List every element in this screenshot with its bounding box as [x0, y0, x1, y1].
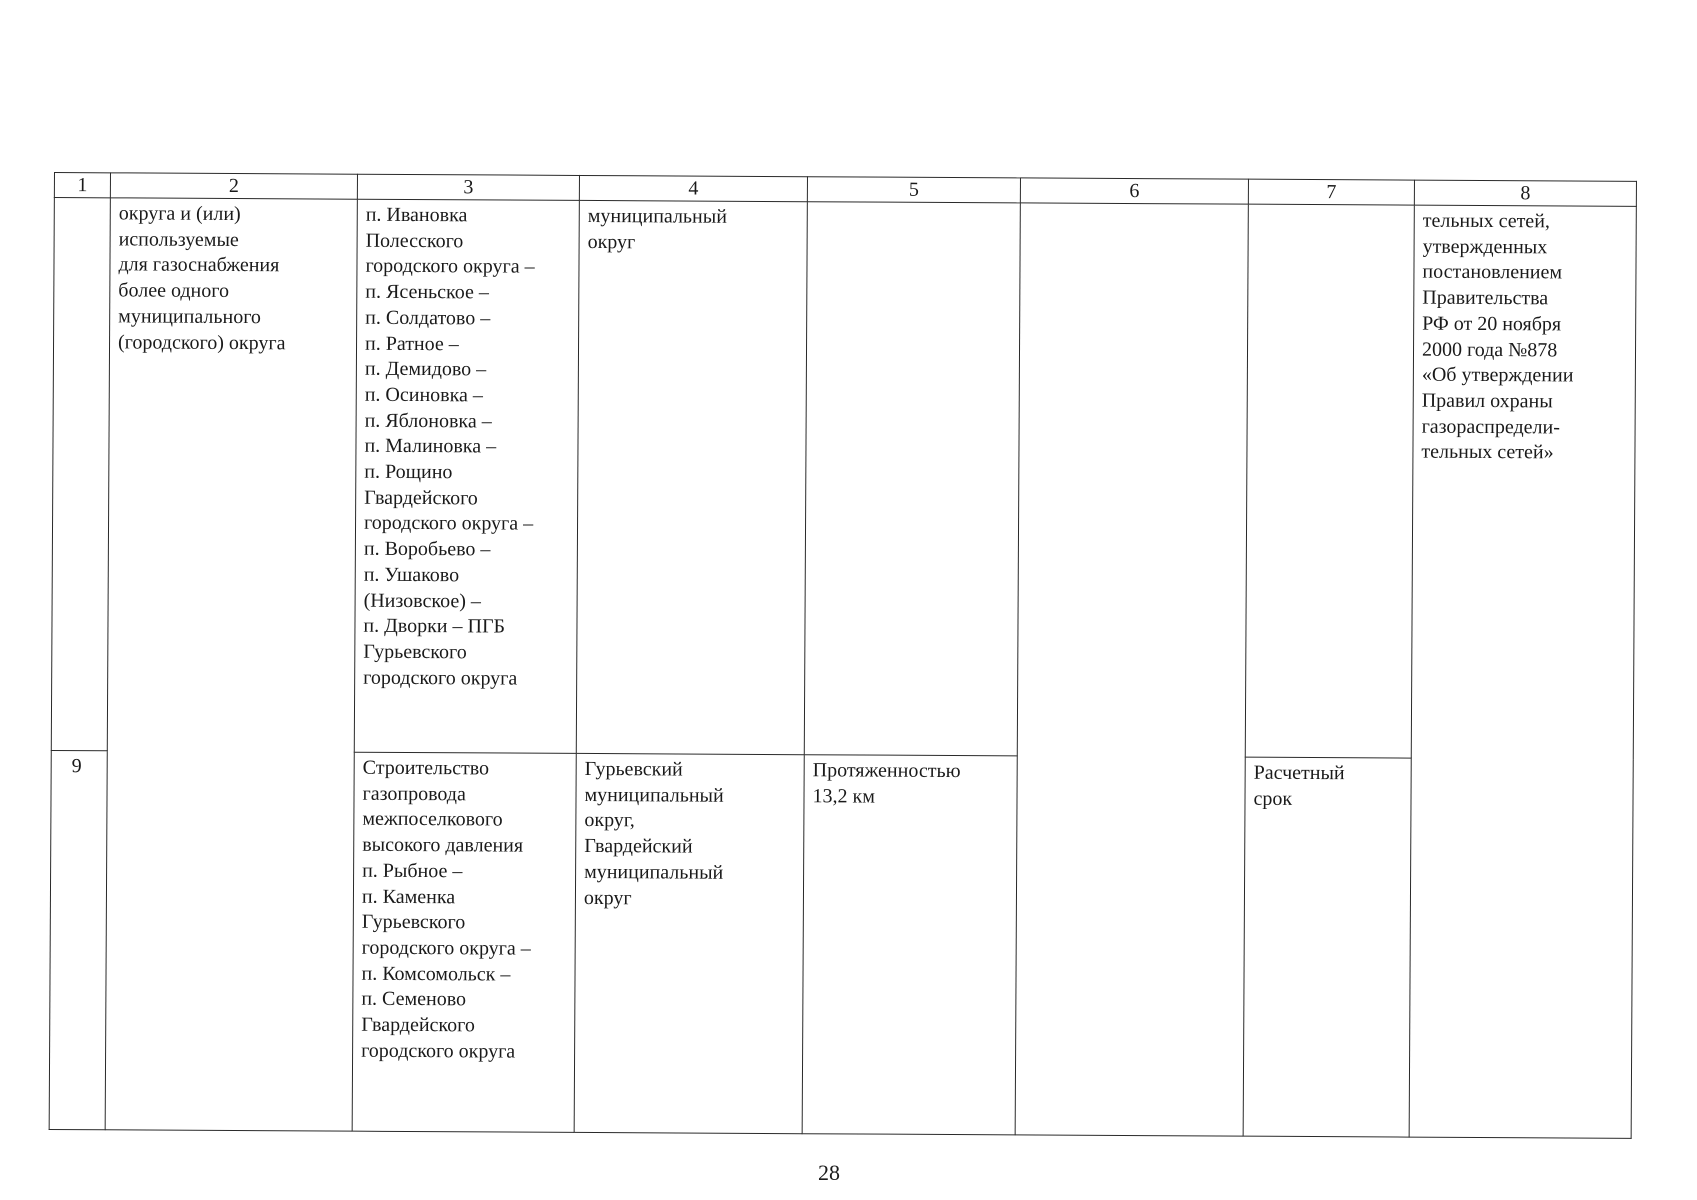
cell-text-line: городского округа –: [361, 936, 531, 960]
cell-text-line: 13,2 км: [812, 784, 875, 808]
cell-text-line: п. Воробьево –: [363, 537, 491, 561]
cell-text-line: Расчетный: [1253, 761, 1345, 785]
cell-text-line: Строительство: [362, 756, 490, 780]
cell-text-line: п. Дворки – ПГБ: [363, 614, 506, 638]
cell-text-line: (Низовское) –: [363, 589, 481, 612]
cell-text-line: Протяженностью: [812, 759, 961, 783]
row-number-cell: 9: [49, 750, 107, 1129]
cell-text-line: округа и (или): [118, 202, 241, 226]
cell-text-line: РФ от 20 ноября: [1422, 312, 1562, 336]
cell-text-line: п. Рыбное –: [362, 859, 463, 883]
cell-text-line: п. Ушаково: [363, 563, 460, 587]
cell-text-line: Полесского: [365, 229, 464, 252]
cell-text-line: Гурьевский: [584, 757, 683, 781]
cell-text-line: высокого давления: [362, 833, 524, 857]
cell-text-line: п. Ясеньское –: [365, 280, 489, 304]
cell-text-line: п. Ивановка: [365, 203, 468, 227]
cell-text-line: п. Малиновка –: [364, 435, 497, 458]
cell-text-line: Правил охраны: [1421, 389, 1553, 413]
data-table: [49, 172, 1637, 1139]
cell-text-line: для газоснабжения: [118, 253, 280, 277]
cell-text-line: п. Демидово –: [364, 357, 487, 381]
cell-text-line: городского округа –: [365, 255, 535, 279]
object-type-cell: [105, 198, 357, 1131]
column-header-1: 1: [54, 173, 110, 198]
term-cell: [1243, 757, 1411, 1137]
table-row: [51, 198, 1636, 760]
page-number: 28: [818, 1160, 840, 1185]
cell-text-line: городского округа: [361, 1039, 516, 1063]
route-cell: [352, 752, 576, 1132]
cell-text-line: Правительства: [1422, 286, 1549, 310]
column-header-3: 3: [357, 174, 579, 200]
cell-text-line: Гвардейский: [584, 835, 693, 858]
column-header-8: 8: [1414, 180, 1636, 206]
route-cell: [354, 199, 579, 753]
cell-text-line: Гвардейского: [364, 486, 478, 510]
cell-text-line: п. Семеново: [361, 988, 467, 1011]
cell-text-line: п. Комсомольск –: [361, 962, 511, 986]
regulation-cell: [1409, 205, 1636, 1138]
cell-text-line: п. Яблоновка –: [364, 409, 492, 433]
cell-text-line: используемые: [118, 228, 239, 251]
cell-text-line: постановлением: [1422, 261, 1563, 284]
cell-text-line: газораспредели-: [1421, 415, 1561, 439]
municipality-cell: [576, 200, 807, 754]
column-header-2: 2: [110, 173, 357, 199]
cell-text-line: (городского) округа: [117, 330, 286, 354]
cell-text-line: тельных сетей»: [1421, 440, 1554, 464]
column-header-6: 6: [1020, 178, 1248, 204]
cell-text-line: п. Рощино: [364, 460, 453, 484]
row-number-cell: [51, 198, 110, 751]
cell-text-line: Гвардейского: [361, 1013, 475, 1037]
cell-text-line: 2000 года №878: [1421, 338, 1558, 361]
cell-text-line: округ,: [584, 809, 635, 832]
cell-text-line: тельных сетей,: [1422, 209, 1550, 233]
cell-text-line: округ: [587, 230, 636, 253]
cell-text-line: срок: [1253, 787, 1293, 810]
cell-text-line: городского округа: [363, 666, 518, 690]
cell-text-line: «Об утверждении: [1421, 363, 1574, 387]
column-6-cell: [1015, 203, 1248, 1136]
column-header-5: 5: [807, 177, 1020, 203]
cell-text-line: муниципальный: [587, 204, 727, 228]
cell-text-line: межпоселкового: [362, 808, 503, 831]
cell-text-line: Гурьевского: [361, 910, 466, 934]
cell-text-line: более одного: [118, 279, 230, 303]
cell-text-line: муниципальный: [584, 860, 724, 884]
cell-text-line: п. Солдатово –: [365, 306, 491, 330]
cell-text-line: п. Каменка: [361, 885, 456, 908]
column-header-7: 7: [1248, 179, 1414, 205]
length-cell: [804, 202, 1020, 756]
cell-text-line: округ: [583, 886, 632, 909]
cell-text-line: п. Ратное –: [364, 332, 459, 355]
column-header-4: 4: [579, 175, 807, 201]
municipality-cell: [574, 753, 804, 1133]
cell-text-line: утвержденных: [1422, 235, 1548, 259]
cell-text-line: Гурьевского: [363, 640, 467, 664]
cell-text-line: газопровода: [362, 782, 466, 806]
term-cell: [1245, 204, 1414, 758]
cell-text-line: городского округа –: [363, 512, 534, 536]
cell-text-line: муниципального: [118, 305, 261, 328]
cell-text-line: муниципальный: [584, 783, 724, 807]
length-cell: [802, 755, 1017, 1135]
cell-text-line: п. Осиновка –: [364, 383, 483, 407]
